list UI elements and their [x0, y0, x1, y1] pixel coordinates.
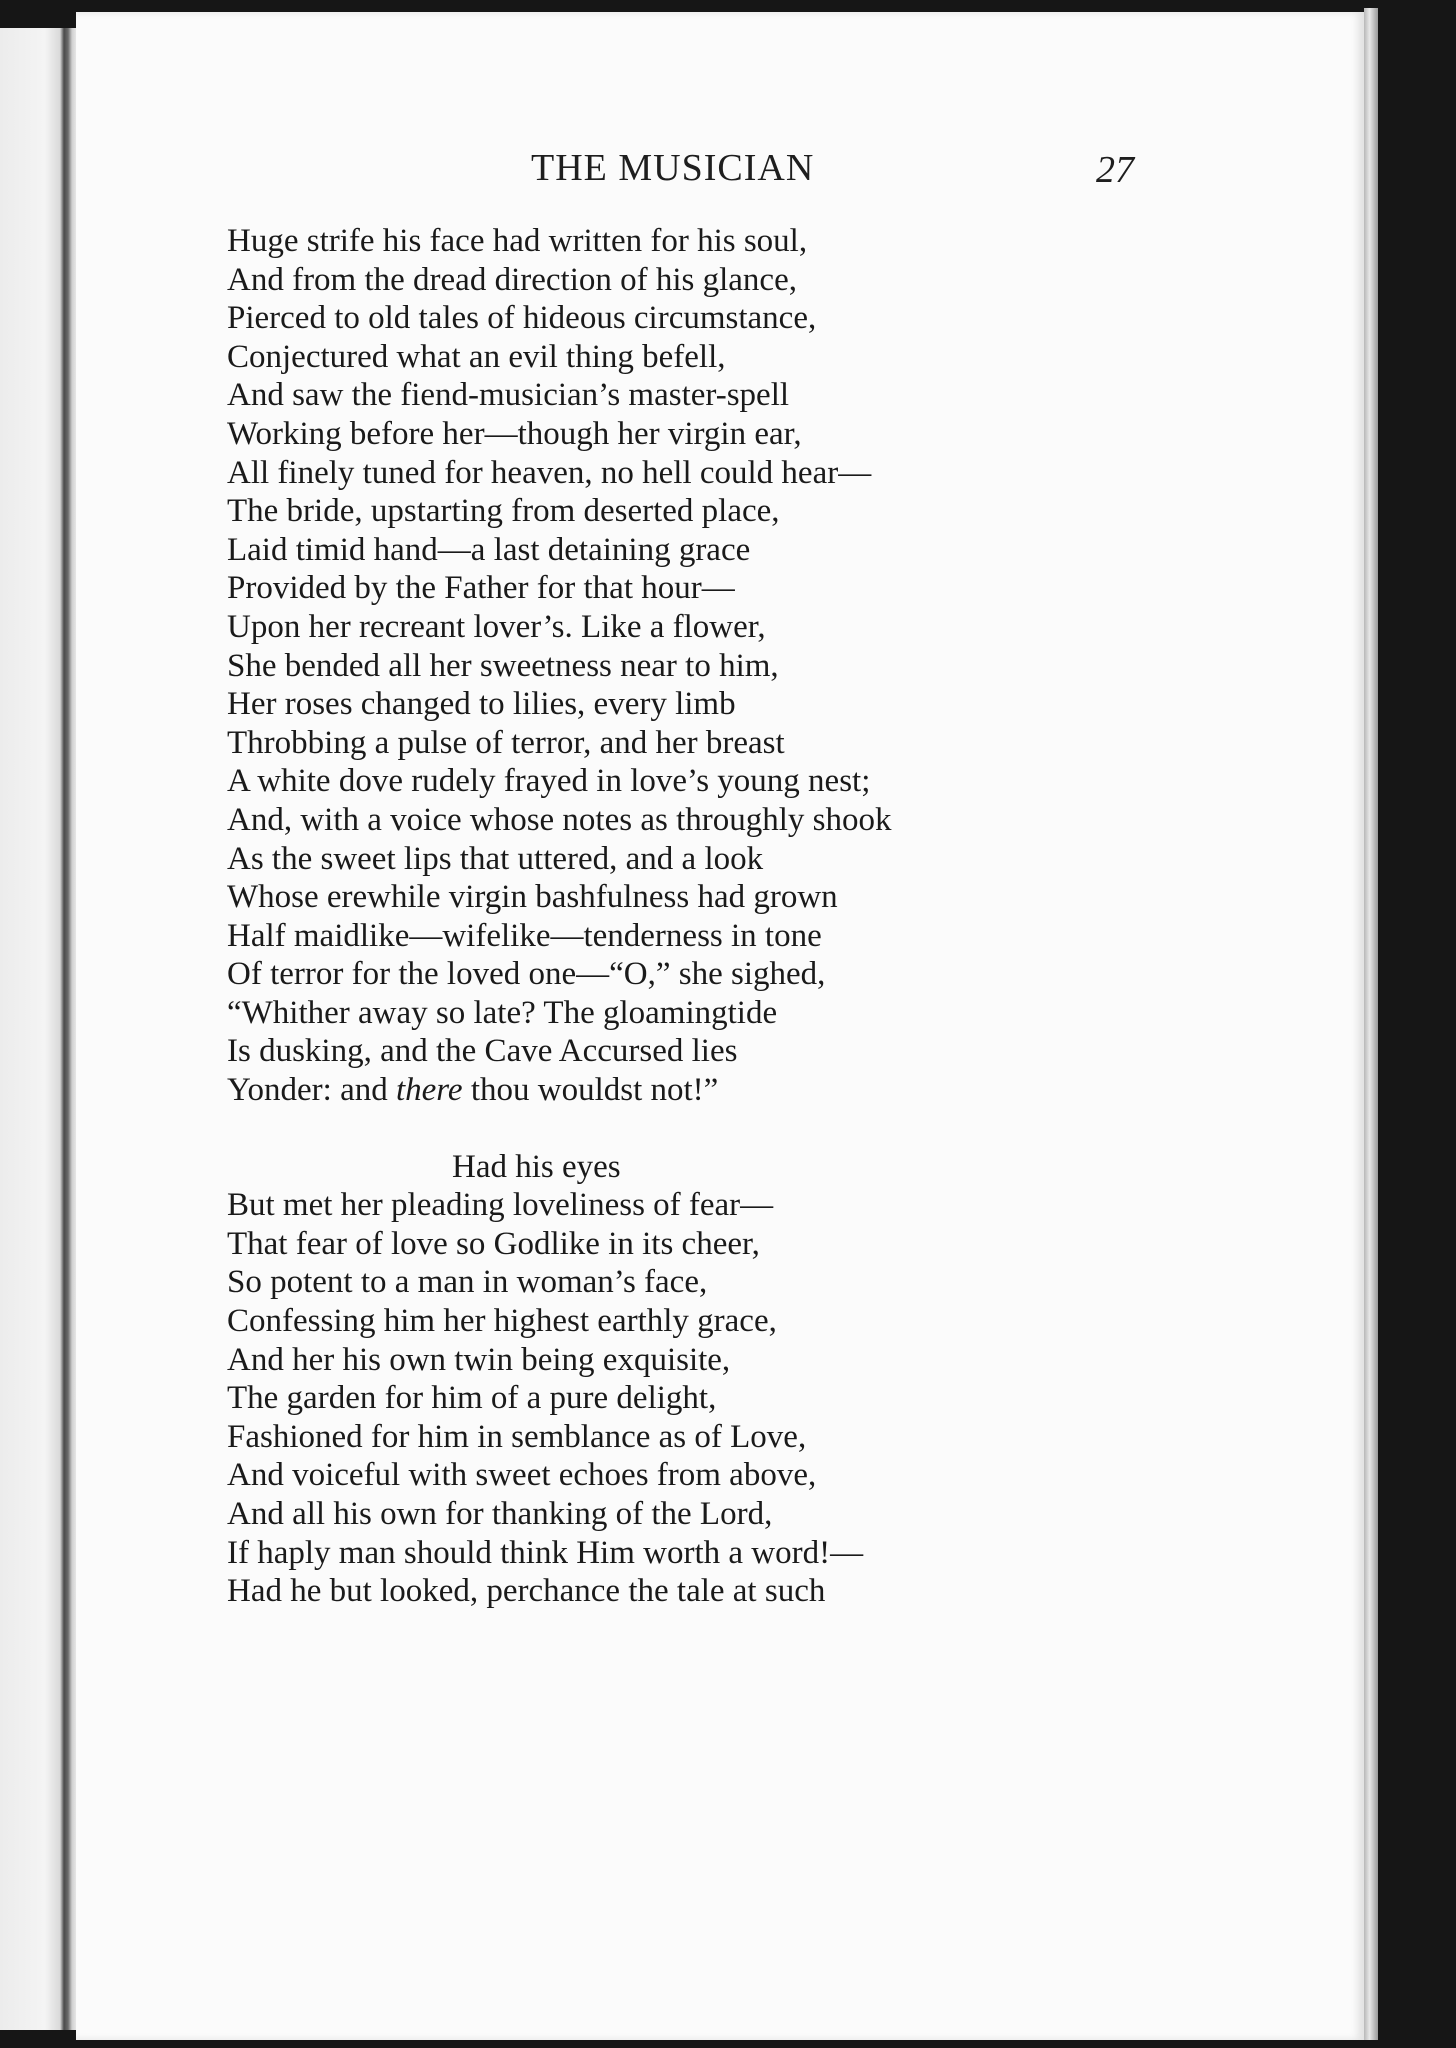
poem-line: Throbbing a pulse of terror, and her breast	[227, 724, 785, 761]
poem-line-part: Yonder: and	[227, 1072, 396, 1109]
poem-line-part: thou wouldst not!”	[462, 1072, 719, 1109]
poem-line: Laid timid hand—a last detaining grace	[227, 531, 751, 568]
poem-text	[227, 222, 1187, 1611]
poem-line: Whose erewhile virgin bashfulness had grown	[227, 879, 838, 916]
poem-line: If haply man should think Him worth a word!—	[227, 1534, 864, 1571]
poem-line-indented: Had his eyes	[452, 1148, 621, 1185]
poem-line: Upon her recreant lover’s. Like a flower,	[227, 608, 766, 645]
poem-line: Pierced to old tales of hideous circumstance,	[227, 300, 817, 337]
poem-line: And saw the fiend-musician’s master-spell	[227, 377, 790, 414]
running-head	[76, 136, 1364, 196]
poem-line: Conjectured what an evil thing befell,	[227, 338, 726, 375]
poem-line: All finely tuned for heaven, no hell could hear—	[227, 454, 872, 491]
poem-line: That fear of love so Godlike in its cheer,	[227, 1225, 760, 1262]
poem-line: And from the dread direction of his glance,	[227, 261, 797, 298]
poem-line: “Whither away so late? The gloamingtide	[227, 994, 778, 1031]
poem-line: Provided by the Father for that hour—	[227, 570, 735, 607]
poem-line: And, with a voice whose notes as throughly shook	[227, 801, 892, 838]
poem-line: Half maidlike—wifelike—tenderness in tone	[227, 917, 822, 954]
poem-line: But met her pleading loveliness of fear—	[227, 1187, 774, 1224]
page-number: 27	[1096, 149, 1134, 191]
poem-line: As the sweet lips that uttered, and a look	[227, 840, 764, 877]
poem-line: Working before her—though her virgin ear,	[227, 415, 802, 452]
poem-line: Is dusking, and the Cave Accursed lies	[227, 1033, 738, 1070]
poem-line: Huge strife his face had written for his soul,	[227, 223, 808, 259]
poem-line: And voiceful with sweet echoes from above,	[227, 1457, 817, 1494]
poem-line: The garden for him of a pure delight,	[227, 1380, 717, 1417]
poem-line: Confessing him her highest earthly grace,	[227, 1303, 777, 1340]
poem-line-emphasis	[227, 1071, 1187, 1110]
poem-line: Fashioned for him in semblance as of Love,	[227, 1418, 807, 1455]
poem-line: So potent to a man in woman’s face,	[227, 1264, 708, 1301]
page-right-edge	[1364, 8, 1378, 2040]
poem-line: Had he but looked, perchance the tale at such	[227, 1573, 826, 1610]
poem-line: A white dove rudely frayed in love’s young nest;	[227, 763, 871, 800]
emphasized-word: there	[395, 1072, 463, 1109]
poem-line: And her his own twin being exquisite,	[227, 1341, 731, 1378]
stanza-break	[227, 1110, 1187, 1148]
poem-line: The bride, upstarting from deserted place,	[227, 493, 780, 530]
poem-line: And all his own for thanking of the Lord,	[227, 1496, 773, 1532]
poem-line: Her roses changed to lilies, every limb	[227, 686, 736, 723]
poem-line: She bended all her sweetness near to him,	[227, 647, 779, 684]
running-title: THE MUSICIAN	[531, 147, 815, 189]
poem-line: Of terror for the loved one—“O,” she sighed,	[227, 956, 826, 993]
left-page-edge	[0, 28, 76, 2030]
book-page	[76, 12, 1364, 2040]
